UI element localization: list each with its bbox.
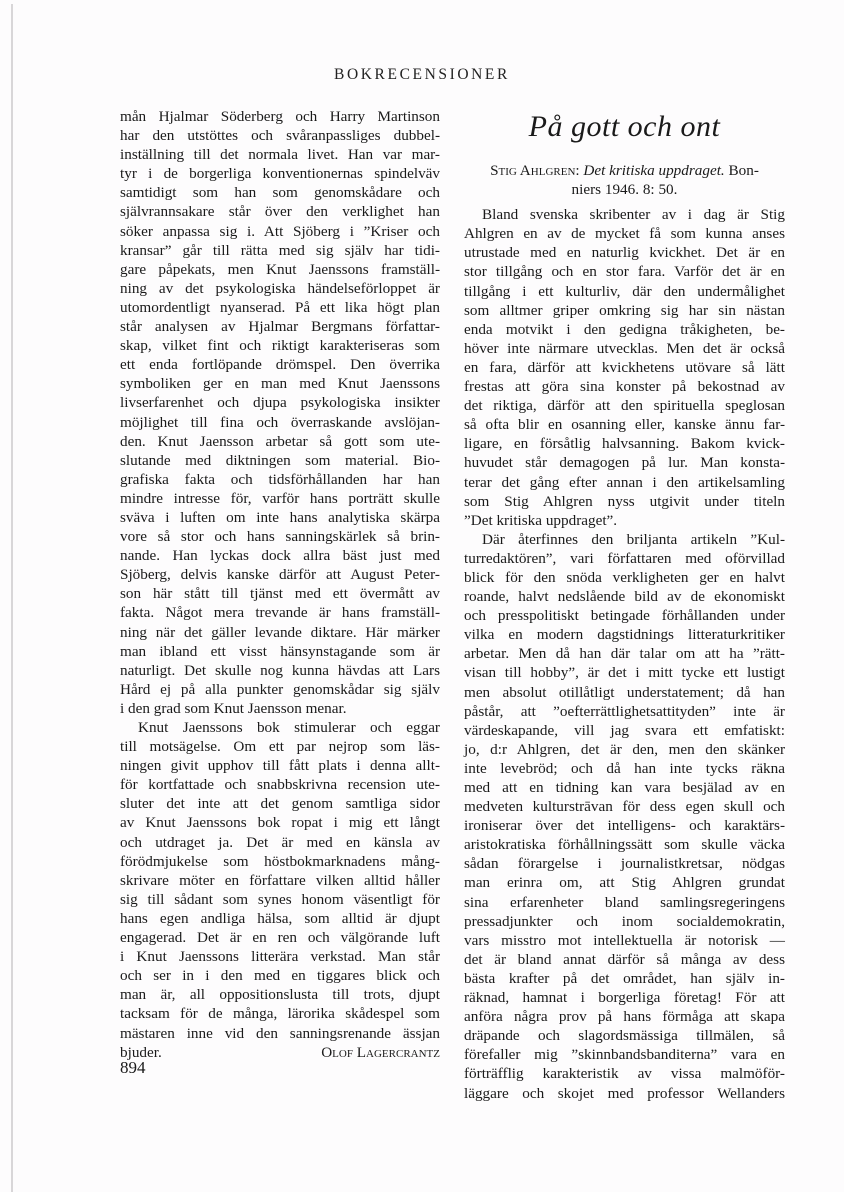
text-line: ningen givit upphov till fått plats i denna allt- [120, 757, 440, 775]
text-line: förödmjukelse som höstbokmarknadens mång- [120, 852, 440, 870]
text-line: huvudet står demagogen på lur. Man konsta- [464, 454, 785, 472]
text-line: arbetar. Men då han där talar om att ha ”rätt- [464, 645, 785, 663]
text-line: läggare och skojet med professor Wellanders [464, 1084, 785, 1102]
text-line: höver inte närmare utvecklas. Men det är också [464, 339, 785, 357]
text-line: sväva i luften om inte hans analytiska skärpa [120, 508, 440, 526]
right-paragraph-1 [464, 205, 785, 530]
text-line: tacksam för de många, lärorika skådespel som [120, 1005, 440, 1023]
text-line: ning när det gäller levande diktare. Här märker [120, 623, 440, 641]
text-line: man ibland ett visst hänsynstagande som är [120, 642, 440, 660]
text-line: Ahlgren en av de mycket få som kunna anses [464, 225, 785, 243]
text-line: i den grad som Knut Jaensson menar. [120, 699, 347, 717]
text-line: inte levebröd; och då han inte tycks räkna [464, 759, 785, 777]
text-line: vore så stor och hans sanningskärlek så brin- [120, 528, 440, 546]
text-line: skap, vilket fint och riktigt karakteriseras som [120, 337, 440, 355]
text-line: engagerad. Det är en ren och välgörande luft [120, 929, 440, 947]
text-line: värdeskapande, vill jag svara ett emfatiskt: [464, 721, 785, 739]
text-line: Sjöberg, delvis kanske därför att August Peter- [120, 566, 440, 584]
text-line: inställning till det normala livet. Han var mar- [120, 146, 440, 164]
book-citation [464, 161, 785, 199]
text-line: sådan förargelse i journalistkretsar, nödgas [464, 855, 785, 873]
text-line: aristokratiska förhållningssätt som skulle väcka [464, 836, 785, 854]
left-paragraph-1 [120, 107, 440, 718]
text-line: utomordentligt nyanserad. På ett lika högt plan [120, 298, 440, 316]
publisher-fragment: Bon- [728, 162, 759, 179]
text-line: den. Knut Jaensson arbetar så gott som ute- [120, 432, 440, 450]
text-line: ligare, en försåtlig halvsanning. Bakom kvick- [464, 435, 785, 453]
text-line: man erinra om, att Stig Ahlgren grundat [464, 874, 785, 892]
citation-colon: : [575, 162, 584, 179]
text-line: Knut Jaenssons bok stimulerar och eggar [138, 719, 440, 736]
page-edge [11, 4, 13, 1192]
text-line: söker anpassa sig i. Att Sjöberg i ”Kriser och [120, 222, 440, 240]
citation-line-2: niers 1946. 8: 50. [571, 181, 678, 199]
left-column [120, 107, 440, 1062]
text-line: roande, halvt nedslående bild av de ekonomiskt [464, 588, 785, 606]
right-paragraph-2 [464, 530, 785, 1103]
text-line: slutande med diktningen som material. Bio- [120, 451, 440, 469]
book-title: Det kritiska uppdraget. [583, 162, 725, 179]
text-line: tillgång i ett kulturliv, där den undermålighet [464, 282, 785, 300]
text-line: sina erfarenheter bland samlingsregeringens [464, 893, 785, 911]
text-line: och ser in i den med en tiggares blick och [120, 967, 440, 985]
running-head: BOKRECENSIONER [334, 66, 510, 83]
text-line: tyr i de borgerliga konventionernas spindelväv [120, 165, 440, 183]
final-word: bjuder. [120, 1043, 162, 1061]
text-line: så ofta blir en osanning eller, kanske ännu far- [464, 416, 785, 434]
text-line: ironiserar över det intelligens- och karaktärs- [464, 817, 785, 835]
text-line: som alltmer griper omkring sig har sin nästan [464, 301, 785, 319]
text-line: sig till sådant som synes honom väsentligt för [120, 890, 440, 908]
text-line: i Knut Jaenssons litterära verkstad. Man står [120, 948, 440, 966]
text-line: som Stig Ahlgren nyss utgivit under titeln [464, 492, 785, 510]
text-line: för kortfattade och snabbskrivna recension ute- [120, 776, 440, 794]
text-line: medveten kulturstrāvan för dess egen skull och [464, 798, 785, 816]
page-number: 894 [120, 1058, 146, 1077]
text-line: blick för den snöda verkligheten ger en halvt [464, 568, 785, 586]
text-line: en fara, därför att kvickhetens utövare så lätt [464, 358, 785, 376]
citation-line-1 [464, 161, 785, 180]
text-line: ning av det psykologiska händelseförloppet är [120, 279, 440, 297]
text-line: Bland svenska skribenter av i dag är Stig [482, 206, 785, 224]
text-line: med att en tidning kan vara besjälad av en [464, 779, 785, 796]
text-line: Hård ej på alla punkter genomskådar sig själv [120, 680, 440, 698]
text-line: mån Hjalmar Söderberg och Harry Martinson [120, 108, 440, 125]
text-line: symboliken ger en man med Knut Jaenssons [120, 375, 440, 393]
text-line: livserfarenhet och djupa psykologiska insikter [120, 394, 440, 412]
text-line: dräpande och slagordsmässiga tillmälen, så [464, 1027, 785, 1045]
text-line: Där återfinnes den briljanta artikeln ”Kul- [482, 530, 785, 548]
text-line: naturligt. Det skulle nog kunna hävdas att Lars [120, 661, 440, 679]
text-line: och presspolitiskt betingade förhållanden under [464, 607, 785, 625]
text-line: vars misstro mot intellektuella är notorisk — [464, 931, 785, 949]
text-line: enda motvikt i den gedigna tråkigheten, be- [464, 320, 785, 338]
signature-row [120, 1043, 440, 1062]
text-line: påstår, att ”oefterrättlighetsattityden” inte är [464, 702, 785, 720]
text-line: ett enda fortlöpande drömspel. Den överrika [120, 356, 440, 374]
left-paragraph-2 [120, 718, 440, 1043]
text-line: bästa krafter på det området, han själv in- [464, 969, 785, 987]
text-line: gare påpekats, men Knut Jaenssons framställ- [120, 260, 440, 278]
text-line: anföra några prov på hans förmåga att skapa [464, 1008, 785, 1026]
text-line: mindre intresse för, varför hans porträtt skulle [120, 489, 440, 507]
text-line: självrannsakare står över den verklighet han [120, 203, 440, 221]
text-line: ”Det kritiska uppdraget”. [464, 511, 618, 529]
text-line: det är bland annat därför så många av dess [464, 950, 785, 968]
text-line: utrustade med en naturlig kvickhet. Det är en [464, 244, 785, 262]
text-line: förträfflig karakteristik av vissa malmöför- [464, 1065, 785, 1083]
text-line: räknad, hamnat i borgerliga företag! För att [464, 989, 785, 1007]
text-line: grafiska fakta och tidsförhållanden har han [120, 470, 440, 488]
text-line: det riktiga, därför att den spirituella speglosan [464, 397, 785, 415]
text-line: till motsägelse. Om ett par nejrop som läs- [120, 738, 440, 756]
text-line: förefaller mig ”skinnbandsbanditerna” vara en [464, 1046, 785, 1064]
text-line: nande. Han lyckas dock allra bäst just med [120, 547, 440, 565]
text-line: kransar” går till rätta med sig själv har tidi- [120, 241, 440, 259]
text-line: har den utstöttes och svåranpassliges dubbel- [120, 127, 440, 145]
text-line: terar det gång efter annan i den artikelsamling [464, 473, 785, 491]
text-line: står analysen av Hjalmar Bergmans författar- [120, 318, 440, 336]
text-line: men absolut otillåtligt understatement; då han [464, 683, 785, 701]
text-line: jo, d:r Ahlgren, det är den, men den skänker [464, 740, 785, 758]
book-author: Stig Ahlgren [490, 162, 576, 179]
text-line: stor tillgång och en stor fara. Varför det är en [464, 263, 785, 281]
text-line: samtidigt som han som genomskådare och [120, 184, 440, 202]
text-line: son här stått till tjänst med ett övermått av [120, 585, 440, 603]
text-line: frestas att göra sina konster på bekostnad av [464, 378, 785, 396]
text-line: turredaktören”, vari författaren med oförvillad [464, 549, 785, 567]
text-line: man är, all oppositionslusta till trots, djupt [120, 986, 440, 1004]
text-line: skrivare möter en författare vilken alltid håller [120, 871, 440, 889]
text-line: visan till hobby”, är det i mitt tycke ett lustigt [464, 664, 785, 682]
text-line: av Knut Jaenssons bok ropat i mig ett långt [120, 814, 440, 832]
right-column [464, 107, 785, 1103]
text-line: vilka en modern dagstidnings litteraturkritiker [464, 626, 785, 644]
text-line: hans egen andliga hälsa, som alltid är djupt [120, 909, 440, 927]
text-line: och utdraget ja. Det är med en känsla av [120, 833, 440, 851]
text-line: sluter det inte att det genom samtliga sidor [120, 795, 440, 813]
text-line: fakta. Något mera trevande är hans framställ- [120, 604, 440, 622]
reviewer-signature: Olof Lagercrantz [321, 1043, 440, 1061]
text-line: möjlighet till fina och överraskande avslöjan- [120, 413, 440, 431]
review-title: På gott och ont [528, 110, 721, 143]
text-line: mästaren inne vid den sanningsrenande ässjan [120, 1024, 440, 1042]
text-line: pressadjunkter och inom socialdemokratin, [464, 912, 785, 930]
